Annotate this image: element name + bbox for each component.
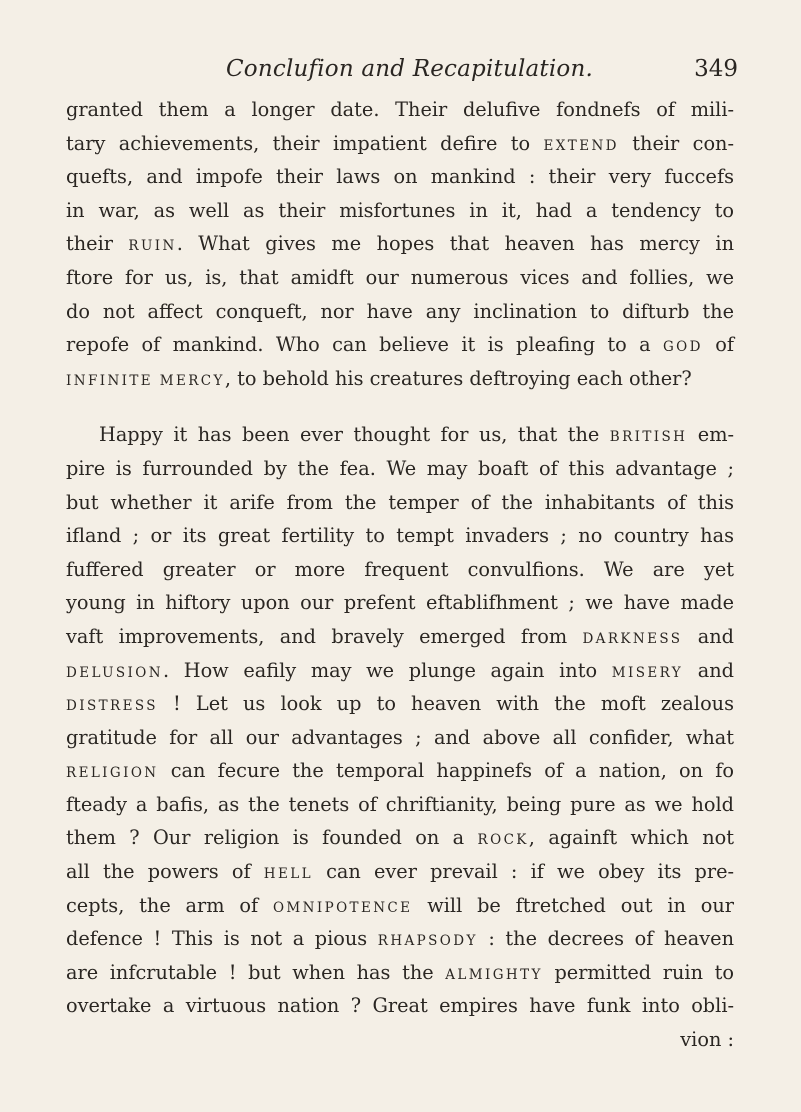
text-run: do not affect conqueft, nor have any inclination to difturb the <box>66 299 734 323</box>
small-caps-word: DARKNESS <box>582 630 683 647</box>
text-line <box>66 956 734 990</box>
text-line <box>66 654 734 688</box>
text-run: can fecure the temporal happinefs of a nation, on fo <box>158 759 734 783</box>
text-line <box>66 519 734 553</box>
text-line <box>66 788 734 822</box>
page-number: 349 <box>694 56 738 82</box>
text-run: will be ftretched out in our <box>412 893 734 917</box>
paragraph <box>66 93 734 395</box>
small-caps-word: DELUSION <box>66 664 163 681</box>
text-line <box>66 227 734 261</box>
text-run: and <box>682 624 735 648</box>
text-run: ifland ; or its great fertility to tempt invaders ; no country has <box>66 524 734 548</box>
text-run: . What gives me hopes that heaven has mercy in <box>176 232 734 256</box>
text-run: and <box>683 658 734 682</box>
text-line <box>66 328 734 362</box>
running-title: Conclufion and Recapitulation. <box>226 56 594 82</box>
text-run: of <box>702 333 734 357</box>
text-run: granted them a longer date. Their delufive fondnefs of mili- <box>66 98 734 121</box>
small-caps-word: GOD <box>663 339 703 356</box>
page-header <box>66 56 738 96</box>
text-line <box>66 889 734 923</box>
small-caps-word: HELL <box>263 866 313 883</box>
paragraph-gap <box>66 395 734 418</box>
text-run: young in hiftory upon our prefent eftablifhment ; we have made <box>66 591 734 615</box>
text-run: , to behold his creatures deftroying each other? <box>224 366 692 390</box>
text-run: all the powers of <box>66 860 264 884</box>
text-run: , againft which not <box>528 826 734 850</box>
small-caps-word: EXTEND <box>543 137 619 154</box>
text-line <box>66 721 734 755</box>
text-run: quefts, and impofe their laws on mankind : their very fuccefs <box>66 165 734 189</box>
text-line <box>66 553 734 587</box>
text-run: fuffered greater or more frequent convulfions. We are yet <box>66 557 734 581</box>
text-run: are infcrutable ! but when has the <box>66 960 446 984</box>
text-line <box>66 127 734 161</box>
text-run: em- <box>687 423 734 447</box>
text-line <box>66 452 734 486</box>
catchword: vion : <box>680 1028 734 1052</box>
text-run: cepts, the arm of <box>66 893 273 917</box>
text-line <box>66 261 734 295</box>
small-caps-word: MISERY <box>611 664 684 681</box>
text-run: pire is furrounded by the fea. We may boaft of this advantage ; <box>66 456 734 480</box>
text-run: but whether it arife from the temper of the inhabitants of this <box>66 490 734 514</box>
text-line <box>66 586 734 620</box>
text-run: Happy it has been ever thought for us, that the <box>99 423 610 447</box>
small-caps-word: RELIGION <box>66 765 159 782</box>
small-caps-word: OMNIPOTENCE <box>272 899 413 916</box>
text-run: their <box>66 232 129 256</box>
text-line <box>66 160 734 194</box>
paragraph <box>66 418 734 1023</box>
text-run: permitted ruin to <box>542 960 734 984</box>
small-caps-word: ALMIGHTY <box>445 966 543 983</box>
text-run: their con- <box>618 131 734 155</box>
text-line <box>66 486 734 520</box>
text-line <box>66 295 734 329</box>
text-line <box>66 194 734 228</box>
text-line <box>66 620 734 654</box>
text-line <box>66 989 734 1023</box>
small-caps-word: BRITISH <box>609 429 688 446</box>
text-body <box>66 93 734 1057</box>
text-run: in war, as well as their misfortunes in it, had a tendency to <box>66 198 734 222</box>
text-run: vaft improvements, and bravely emerged from <box>66 624 583 648</box>
text-run: tary achievements, their impatient defire to <box>66 131 544 155</box>
text-run: defence ! This is not a pious <box>66 927 378 951</box>
text-run: ftore for us, is, that amidft our numerous vices and follies, we <box>66 265 734 289</box>
small-caps-word: RUIN <box>128 238 177 255</box>
text-run: gratitude for all our advantages ; and above all confider, what <box>66 725 734 749</box>
text-line <box>66 922 734 956</box>
text-run: repofe of mankind. Who can believe it is pleafing to a <box>66 333 663 357</box>
text-line <box>66 362 734 396</box>
text-run: them ? Our religion is founded on a <box>66 826 478 850</box>
small-caps-word: RHAPSODY <box>377 933 478 950</box>
text-line <box>66 821 734 855</box>
text-line <box>66 754 734 788</box>
text-line <box>66 93 734 127</box>
small-caps-word: DISTRESS <box>66 698 158 715</box>
text-run: . How eafily may we plunge again into <box>162 658 612 682</box>
small-caps-word: ROCK <box>477 832 529 849</box>
text-line <box>66 418 734 452</box>
text-run: : the decrees of heaven <box>477 927 734 951</box>
text-run: can ever prevail : if we obey its pre- <box>312 860 734 884</box>
text-run: fteady a bafis, as the tenets of chriftianity, being pure as we hold <box>66 792 734 816</box>
text-line <box>66 855 734 889</box>
text-line <box>66 687 734 721</box>
small-caps-word: INFINITE MERCY <box>66 372 225 389</box>
text-run: overtake a virtuous nation ? Great empires have funk into obli- <box>66 994 734 1018</box>
text-run: ! Let us look up to heaven with the moft zealous <box>157 692 734 716</box>
